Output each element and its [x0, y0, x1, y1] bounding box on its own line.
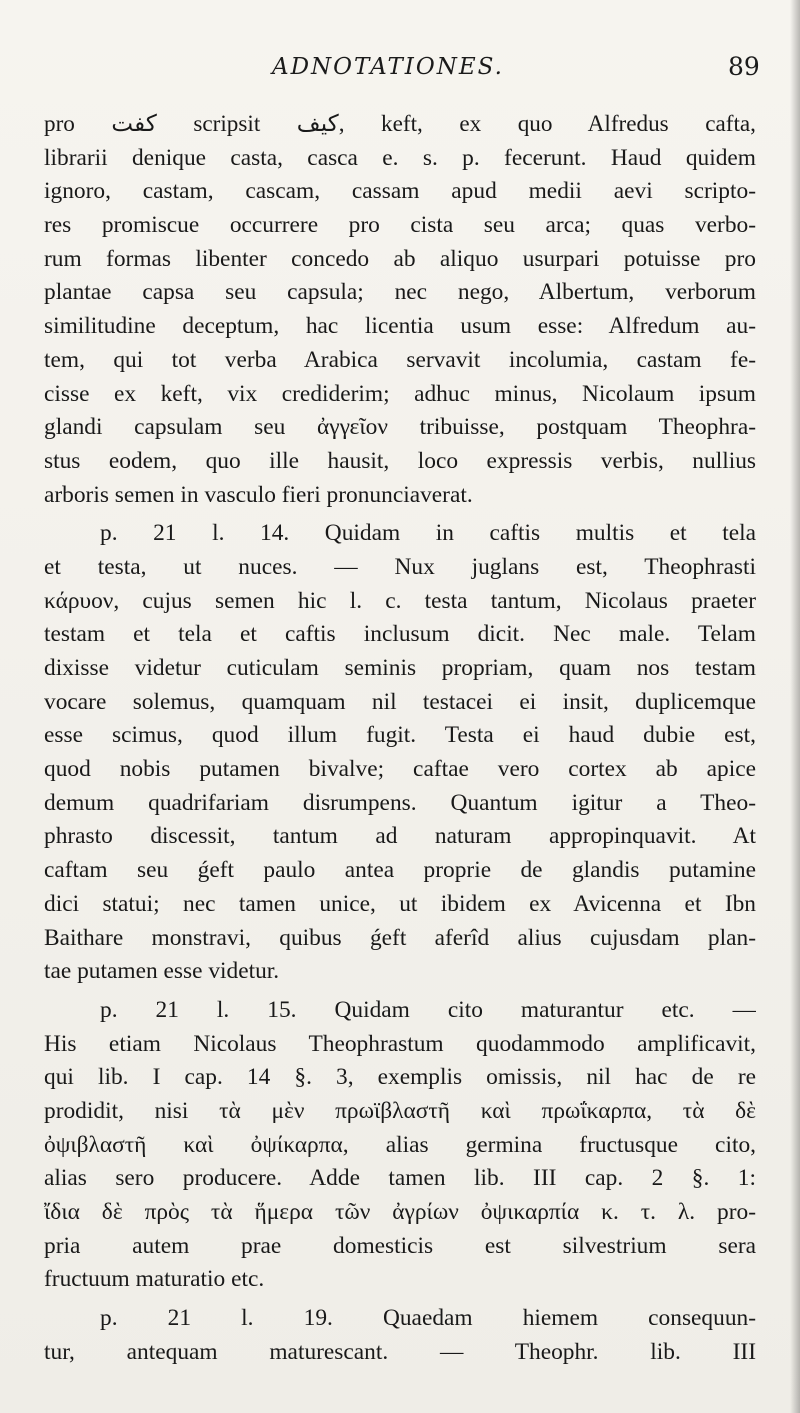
text-line: quod nobis putamen bivalve; caftae vero cortex ab apice	[44, 756, 756, 783]
text-line: stus eodem, quo ille hausit, loco expressis verbis, nullius	[44, 447, 756, 474]
running-head: ADNOTATIONES.	[272, 54, 504, 80]
text-line: pria autem prae domesticis est silvestrium sera	[44, 1232, 756, 1259]
text-line: ignoro, castam, cascam, cassam apud medii aevi scripto-	[44, 178, 756, 205]
paragraph-2	[44, 517, 756, 989]
page-number: 89	[728, 52, 760, 81]
text-line: testam et tela et caftis inclusum dicit. Nec male. Telam	[44, 621, 756, 648]
text-line: tem, qui tot verba Arabica servavit incolumia, castam fe-	[44, 346, 756, 373]
paragraph-3	[44, 994, 756, 1297]
text-line: plantae capsa seu capsula; nec nego, Albertum, verborum	[44, 279, 756, 306]
text-line: dixisse videtur cuticulam seminis propriam, quam nos testam	[44, 655, 756, 681]
body-text	[44, 108, 756, 1369]
paragraph-4	[44, 1302, 756, 1369]
text-line: tae putamen esse videtur.	[44, 958, 280, 985]
text-line: caftam seu ǵeft paulo antea proprie de glandis putamine	[44, 857, 756, 884]
text-line: p. 21 l. 19. Quaedam hiemem consequun-	[100, 1305, 756, 1332]
text-line: arboris semen in vasculo fieri pronunciaverat.	[44, 481, 473, 508]
text-line: fructuum maturatio etc.	[44, 1266, 265, 1293]
text-line: His etiam Nicolaus Theophrastum quodammodo amplificavit,	[44, 1030, 756, 1057]
text-line: glandi capsulam seu ἀγγεῖον tribuisse, postquam Theophra-	[44, 414, 756, 441]
text-line: p. 21 l. 14. Quidam in caftis multis et tela	[100, 520, 756, 547]
text-line: tur, antequam maturescant. — Theophr. lib. III	[44, 1338, 756, 1365]
text-line: ἴδια δὲ πρὸς τὰ ἥμερα τῶν ἀγρίων ὀψικαρπία κ. τ. λ. pro-	[44, 1199, 756, 1225]
text-line: Baithare monstravi, quibus ǵeft aferîd alius cujusdam plan-	[44, 924, 756, 951]
text-line: prodidit, nisi τὰ μὲν πρωϊβλαστῆ καὶ πρωΐκαρπα, τὰ δὲ	[44, 1097, 756, 1124]
text-line: similitudine deceptum, hac licentia usum esse: Alfredum au-	[44, 313, 756, 340]
text-line: librarii denique casta, casca e. s. p. fecerunt. Haud quidem	[44, 144, 756, 171]
text-line: demum quadrifariam disrumpens. Quantum igitur a Theo-	[44, 789, 756, 816]
text-line: res promiscue occurrere pro cista seu arca; quas verbo-	[44, 212, 756, 239]
text-line: et testa, ut nuces. — Nux juglans est, Theophrasti	[44, 553, 756, 580]
text-line: rum formas libenter concedo ab aliquo usurpari potuisse pro	[44, 245, 756, 272]
text-line: κάρυον, cujus semen hic l. c. testa tantum, Nicolaus praeter	[44, 587, 756, 614]
text-line: qui lib. I cap. 14 §. 3, exemplis omissis, nil hac de re	[44, 1064, 756, 1091]
text-line: vocare solemus, quamquam nil testacei ei insit, duplicemque	[44, 688, 756, 715]
text-line: pro كفت scripsit كيف, keft, ex quo Alfredus cafta,	[44, 111, 756, 137]
text-line: esse scimus, quod illum fugit. Testa ei haud dubie est,	[44, 722, 756, 749]
text-line: cisse ex keft, vix crediderim; adhuc minus, Nicolaum ipsum	[44, 380, 756, 407]
text-line: alias sero producere. Adde tamen lib. III cap. 2 §. 1:	[44, 1165, 756, 1192]
paragraph-1	[44, 108, 756, 512]
text-line: dici statui; nec tamen unice, ut ibidem ex Avicenna et Ibn	[44, 890, 756, 917]
text-line: p. 21 l. 15. Quidam cito maturantur etc. —	[100, 996, 756, 1023]
page-header	[0, 52, 800, 92]
text-line: ὀψιβλαστῆ καὶ ὀψίκαρπα, alias germina fructusque cito,	[44, 1131, 756, 1158]
text-line: phrasto discessit, tantum ad naturam appropinquavit. At	[44, 823, 756, 850]
